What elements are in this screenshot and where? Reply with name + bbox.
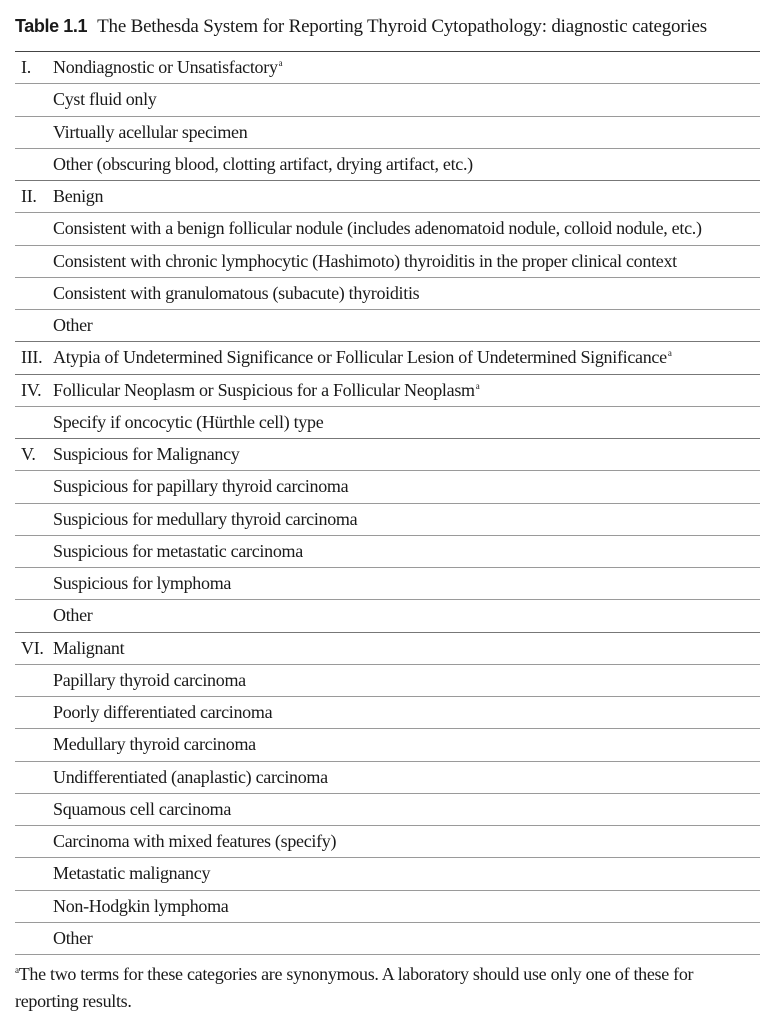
row-text-cell	[53, 444, 760, 465]
row-text: Suspicious for medullary thyroid carcinoma	[53, 508, 358, 529]
subcategory-row	[15, 794, 760, 826]
row-text: Other	[53, 927, 93, 948]
category-row	[15, 52, 760, 84]
table-footnote	[15, 961, 760, 1015]
category-row	[15, 375, 760, 407]
row-text-cell	[53, 831, 760, 852]
row-text: Medullary thyroid carcinoma	[53, 734, 256, 755]
row-text-cell	[53, 638, 760, 659]
subcategory-row	[15, 568, 760, 600]
row-text-cell	[53, 863, 760, 884]
category-number: II.	[21, 186, 37, 207]
subcategory-row	[15, 858, 760, 890]
row-text: Other	[53, 315, 93, 336]
table-title: The Bethesda System for Reporting Thyroid Cytopathology: diagnostic categories	[97, 15, 707, 37]
footnote-mark: a	[15, 965, 19, 975]
row-text: Squamous cell carcinoma	[53, 798, 232, 819]
row-text-cell	[53, 573, 760, 594]
subcategory-row	[15, 729, 760, 761]
table-body	[15, 52, 760, 955]
row-text-cell	[53, 122, 760, 143]
row-text-cell	[53, 315, 760, 336]
row-text: Consistent with a benign follicular nodule (includes adenomatoid nodule, colloid nodule, etc.)	[53, 218, 702, 239]
subcategory-row	[15, 213, 760, 245]
row-text: Consistent with chronic lymphocytic (Hashimoto) thyroiditis in the proper clinical context	[53, 250, 677, 271]
category-number: I.	[21, 57, 31, 78]
subcategory-row	[15, 600, 760, 632]
subcategory-row	[15, 697, 760, 729]
subcategory-row	[15, 117, 760, 149]
subcategory-row	[15, 826, 760, 858]
row-text: Virtually acellular specimen	[53, 121, 248, 142]
category-number: VI.	[21, 637, 44, 658]
row-text: Suspicious for Malignancy	[53, 444, 240, 465]
category-number: V.	[21, 444, 36, 465]
row-text: Papillary thyroid carcinoma	[53, 669, 246, 690]
row-text: Poorly differentiated carcinoma	[53, 702, 273, 723]
row-text: Atypia of Undetermined Significance or Follicular Lesion of Undetermined Significance	[53, 347, 667, 368]
subcategory-row	[15, 407, 760, 439]
row-text-cell	[53, 251, 760, 272]
row-text: Suspicious for lymphoma	[53, 573, 232, 594]
row-text: Other (obscuring blood, clotting artifact, drying artifact, etc.)	[53, 153, 473, 174]
row-text-cell	[53, 509, 760, 530]
row-text: Nondiagnostic or Unsatisfactory	[53, 57, 278, 78]
row-text: Suspicious for metastatic carcinoma	[53, 540, 303, 561]
footnote-reference: a	[475, 380, 480, 391]
row-text-cell	[53, 896, 760, 917]
row-text: Consistent with granulomatous (subacute) thyroiditis	[53, 282, 420, 303]
subcategory-row	[15, 278, 760, 310]
subcategory-row	[15, 762, 760, 794]
category-number: IV.	[21, 379, 42, 400]
row-text: Undifferentiated (anaplastic) carcinoma	[53, 766, 328, 787]
row-text: Malignant	[53, 637, 125, 658]
row-text-cell	[53, 605, 760, 626]
row-text-cell	[53, 799, 760, 820]
row-text: Other	[53, 605, 93, 626]
row-text: Metastatic malignancy	[53, 863, 211, 884]
row-text-cell	[53, 154, 760, 175]
row-text-cell	[53, 347, 760, 368]
subcategory-row	[15, 891, 760, 923]
row-text: Non-Hodgkin lymphoma	[53, 895, 229, 916]
row-text-cell	[53, 670, 760, 691]
row-text-cell	[53, 412, 760, 433]
row-text-cell	[53, 928, 760, 949]
category-row	[15, 633, 760, 665]
table-page	[15, 0, 760, 1015]
footnote-text: The two terms for these categories are synonymous. A laboratory should use only one of these for reporting results.	[15, 964, 694, 1011]
subcategory-row	[15, 504, 760, 536]
row-text-cell	[53, 57, 760, 78]
subcategory-row	[15, 246, 760, 278]
subcategory-row	[15, 149, 760, 181]
category-row	[15, 342, 760, 374]
row-text: Suspicious for papillary thyroid carcinoma	[53, 476, 349, 497]
row-text-cell	[53, 702, 760, 723]
row-text-cell	[53, 89, 760, 110]
subcategory-row	[15, 310, 760, 342]
subcategory-row	[15, 471, 760, 503]
row-text: Follicular Neoplasm or Suspicious for a Follicular Neoplasm	[53, 379, 475, 400]
row-text-cell	[53, 380, 760, 401]
subcategory-row	[15, 536, 760, 568]
subcategory-row	[15, 84, 760, 116]
table-label: Table 1.1	[15, 16, 88, 36]
subcategory-row	[15, 665, 760, 697]
table-caption	[15, 0, 760, 52]
row-text: Benign	[53, 186, 104, 207]
row-text-cell	[53, 541, 760, 562]
row-text-cell	[53, 476, 760, 497]
row-text-cell	[53, 283, 760, 304]
category-row	[15, 181, 760, 213]
row-text-cell	[53, 218, 760, 239]
subcategory-row	[15, 923, 760, 955]
row-text-cell	[53, 767, 760, 788]
row-text-cell	[53, 734, 760, 755]
row-text: Specify if oncocytic (Hürthle cell) type	[53, 411, 324, 432]
category-number: III.	[21, 347, 43, 368]
category-row	[15, 439, 760, 471]
footnote-reference: a	[278, 58, 283, 69]
footnote-reference: a	[667, 348, 672, 359]
row-text: Carcinoma with mixed features (specify)	[53, 831, 337, 852]
row-text-cell	[53, 186, 760, 207]
row-text: Cyst fluid only	[53, 89, 157, 110]
